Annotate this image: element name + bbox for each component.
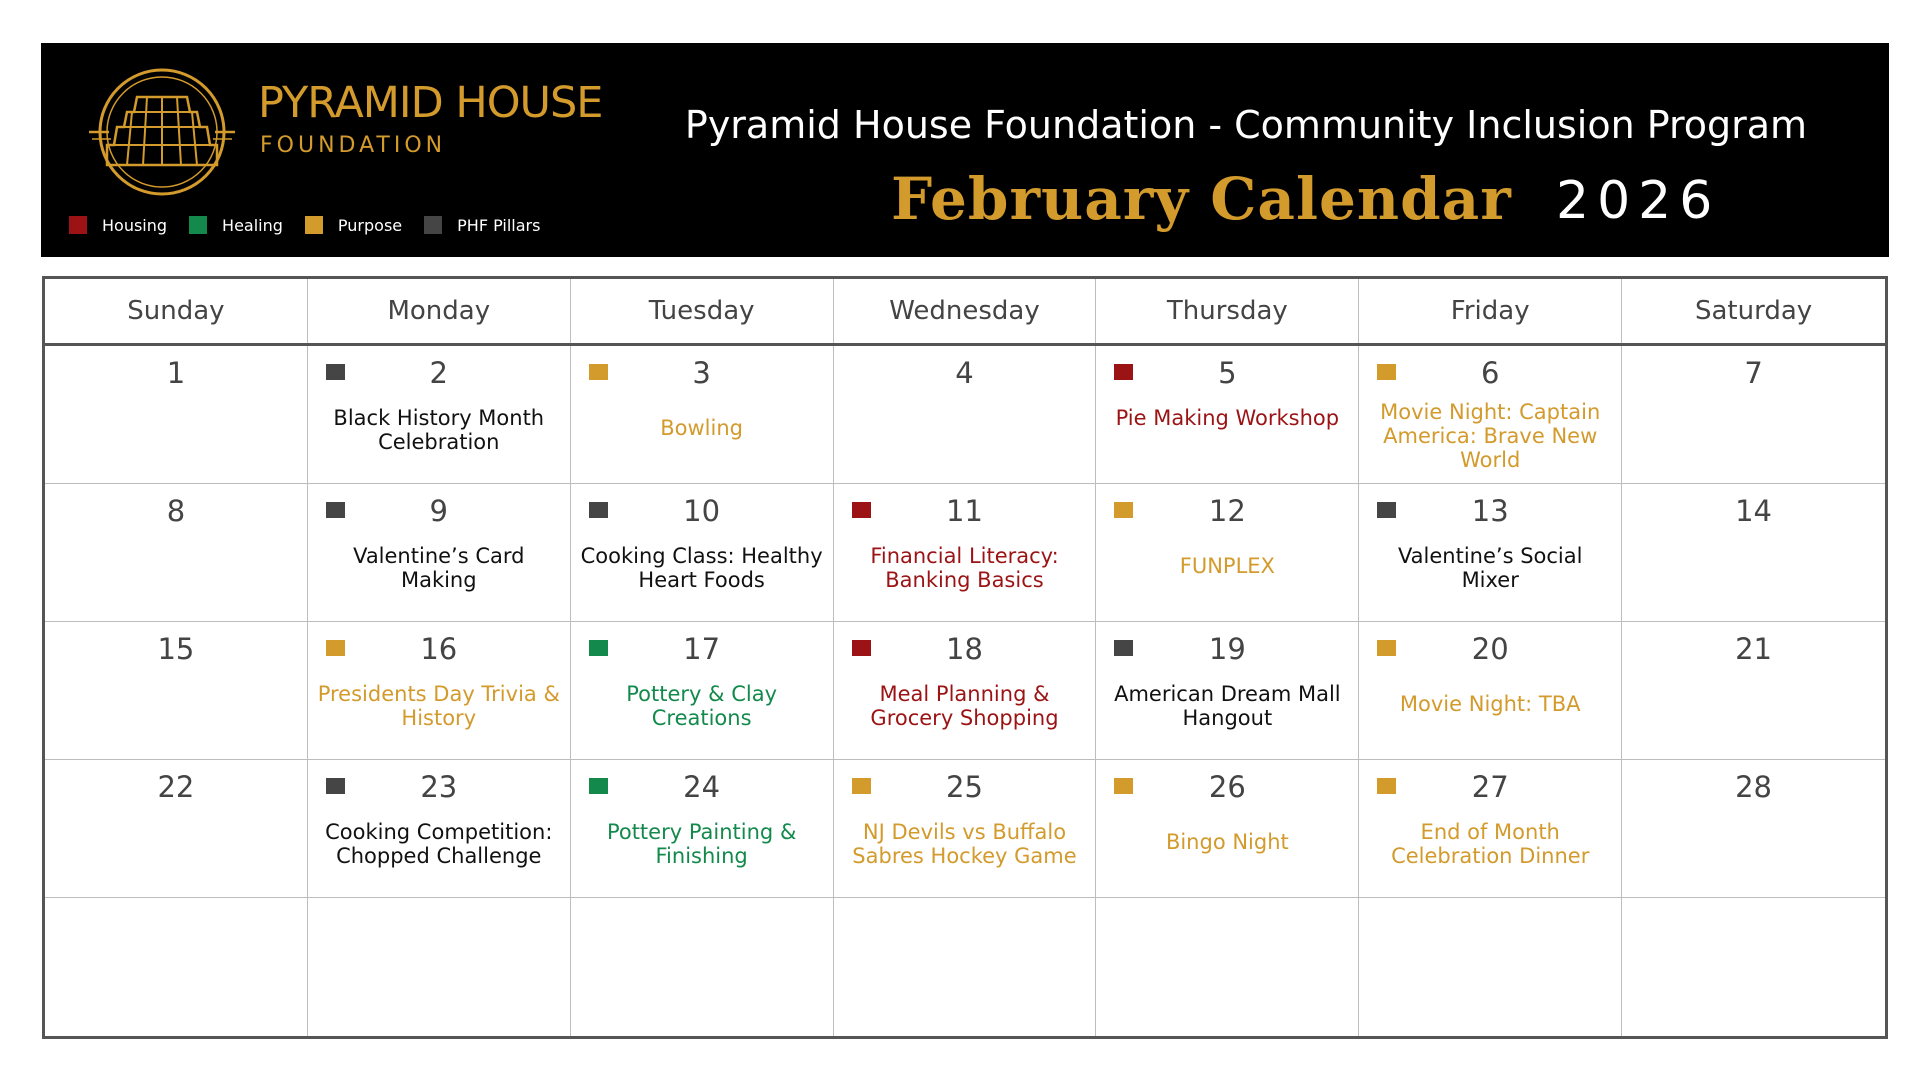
calendar-day-cell — [571, 622, 834, 760]
day-number: 1 — [166, 356, 186, 390]
calendar-header — [41, 43, 1889, 257]
month-title: February Calendar — [891, 165, 1512, 233]
brand-subtitle: FOUNDATION — [260, 133, 447, 158]
day-number: 12 — [1208, 494, 1246, 528]
calendar-day-cell — [1096, 760, 1359, 898]
category-marker — [589, 640, 608, 656]
category-marker — [326, 640, 345, 656]
event-title: Pottery & Clay Creations — [626, 682, 777, 730]
day-number: 22 — [157, 770, 195, 804]
event-title: Black History Month Celebration — [333, 406, 545, 454]
weekday-header: Saturday — [1694, 296, 1813, 326]
day-number: 27 — [1471, 770, 1509, 804]
calendar-day-cell — [834, 484, 1097, 622]
weekday-header: Sunday — [45, 279, 308, 343]
calendar-day-cell — [1359, 346, 1622, 484]
calendar-day-cell — [1096, 346, 1359, 484]
calendar-day-cell — [45, 346, 308, 484]
day-number: 13 — [1471, 494, 1509, 528]
calendar-day-cell — [1359, 484, 1622, 622]
day-number: 3 — [692, 356, 711, 390]
day-number: 10 — [683, 494, 721, 528]
calendar-day-cell — [1096, 484, 1359, 622]
day-number: 8 — [166, 494, 186, 528]
program-title: Pyramid House Foundation - Community Inclusion Program — [684, 103, 1808, 147]
legend-swatch — [424, 216, 442, 234]
category-marker — [326, 364, 345, 380]
day-number: 6 — [1480, 356, 1500, 390]
category-marker — [1377, 502, 1396, 518]
category-marker — [852, 502, 871, 518]
calendar-day-cell — [45, 622, 308, 760]
day-number: 11 — [946, 494, 983, 528]
category-marker — [1377, 778, 1396, 794]
calendar-day-cell — [45, 898, 308, 1036]
legend-item — [424, 216, 540, 235]
calendar-day-cell — [571, 760, 834, 898]
legend-item — [69, 216, 167, 235]
calendar-day-cell — [571, 484, 834, 622]
event-title: Bingo Night — [1165, 830, 1289, 854]
event-title: FUNPLEX — [1179, 554, 1275, 578]
pyramid-house-logo — [87, 57, 237, 207]
event-title: Cooking Class: Healthy Heart Foods — [580, 544, 823, 592]
weekday-header: Tuesday — [571, 279, 834, 343]
day-number: 5 — [1218, 356, 1237, 390]
event-title: Cooking Competition: Chopped Challenge — [325, 820, 553, 868]
day-number: 26 — [1208, 770, 1246, 804]
day-number: 7 — [1744, 356, 1763, 390]
event-title: Pie Making Workshop — [1115, 406, 1340, 430]
event-title: Valentine’s Card Making — [353, 544, 525, 592]
category-marker — [1114, 640, 1133, 656]
legend-swatch — [189, 216, 207, 234]
event-title: Pottery Painting & Finishing — [606, 820, 797, 868]
day-number: 17 — [683, 632, 721, 666]
event-title: NJ Devils vs Buffalo Sabres Hockey Game — [852, 820, 1077, 868]
calendar-day-cell — [1096, 622, 1359, 760]
legend-label: Healing — [222, 215, 283, 235]
calendar-day-cell — [1622, 484, 1885, 622]
calendar-day-cell — [1622, 898, 1885, 1036]
calendar-day-cell — [308, 898, 571, 1036]
calendar-day-cell — [45, 760, 308, 898]
weekday-header: Monday — [308, 279, 571, 343]
category-marker — [1114, 502, 1133, 518]
brand-name: PYRAMID HOUSE — [258, 78, 603, 128]
calendar-day-cell — [1359, 898, 1622, 1036]
event-title: Meal Planning & Grocery Shopping — [870, 682, 1059, 730]
category-marker — [1377, 640, 1396, 656]
category-marker — [1114, 364, 1133, 380]
calendar-day-cell — [1096, 898, 1359, 1036]
day-number: 23 — [420, 770, 458, 804]
calendar-day-cell — [1359, 622, 1622, 760]
day-number: 9 — [429, 494, 448, 528]
weekday-header: Wednesday — [834, 279, 1097, 343]
day-number: 15 — [157, 632, 195, 666]
event-title: Bowling — [660, 416, 743, 440]
event-title: Valentine’s Social Mixer — [1397, 544, 1583, 592]
category-marker — [326, 778, 345, 794]
calendar-day-cell — [571, 898, 834, 1036]
day-number: 4 — [955, 356, 974, 390]
calendar-day-cell — [1622, 346, 1885, 484]
calendar-day-cell — [45, 484, 308, 622]
calendar-day-cell — [1359, 760, 1622, 898]
category-marker — [852, 778, 871, 794]
legend-label: Purpose — [337, 215, 403, 235]
weekday-header-row — [45, 279, 1885, 346]
calendar-day-cell — [834, 898, 1097, 1036]
category-marker — [1114, 778, 1133, 794]
legend-swatch — [305, 216, 323, 234]
calendar-grid — [42, 276, 1888, 1039]
calendar-day-cell — [308, 760, 571, 898]
day-number: 20 — [1471, 632, 1509, 666]
calendar-day-cell — [571, 346, 834, 484]
event-title: Movie Night: Captain America: Brave New World — [1380, 400, 1601, 472]
event-title: End of Month Celebration Dinner — [1391, 820, 1590, 868]
calendar-day-cell — [834, 622, 1097, 760]
calendar-day-cell — [308, 346, 571, 484]
year-title: 2026 — [1556, 171, 1721, 231]
day-number: 28 — [1735, 770, 1773, 804]
legend-label: Housing — [102, 215, 168, 235]
category-marker — [589, 364, 608, 380]
legend-label: PHF Pillars — [457, 215, 541, 235]
calendar-day-cell — [308, 484, 571, 622]
legend-item — [305, 216, 402, 235]
category-marker — [852, 640, 871, 656]
day-number: 14 — [1735, 494, 1773, 528]
day-number: 24 — [683, 770, 721, 804]
day-number: 25 — [946, 770, 983, 804]
event-title: Presidents Day Trivia & History — [317, 682, 560, 730]
weekday-header: Friday — [1359, 279, 1622, 343]
day-number: 21 — [1735, 632, 1773, 666]
event-title: Movie Night: TBA — [1399, 692, 1581, 716]
day-number: 16 — [420, 632, 458, 666]
event-title: American Dream Mall Hangout — [1114, 682, 1341, 730]
calendar-day-cell — [1622, 622, 1885, 760]
day-number: 18 — [946, 632, 983, 666]
legend-swatch — [69, 216, 87, 234]
legend — [69, 213, 562, 237]
category-marker — [326, 502, 345, 518]
category-marker — [589, 778, 608, 794]
legend-item — [189, 216, 283, 235]
calendar-day-cell — [834, 760, 1097, 898]
calendar-day-cell — [834, 346, 1097, 484]
weekday-header: Thursday — [1096, 279, 1359, 343]
day-number: 2 — [429, 356, 448, 390]
calendar-day-cell — [308, 622, 571, 760]
calendar-day-cell — [1622, 760, 1885, 898]
event-title: Financial Literacy: Banking Basics — [870, 544, 1059, 592]
category-marker — [1377, 364, 1396, 380]
category-marker — [589, 502, 608, 518]
day-number: 19 — [1208, 632, 1246, 666]
calendar-weeks — [45, 346, 1885, 1036]
